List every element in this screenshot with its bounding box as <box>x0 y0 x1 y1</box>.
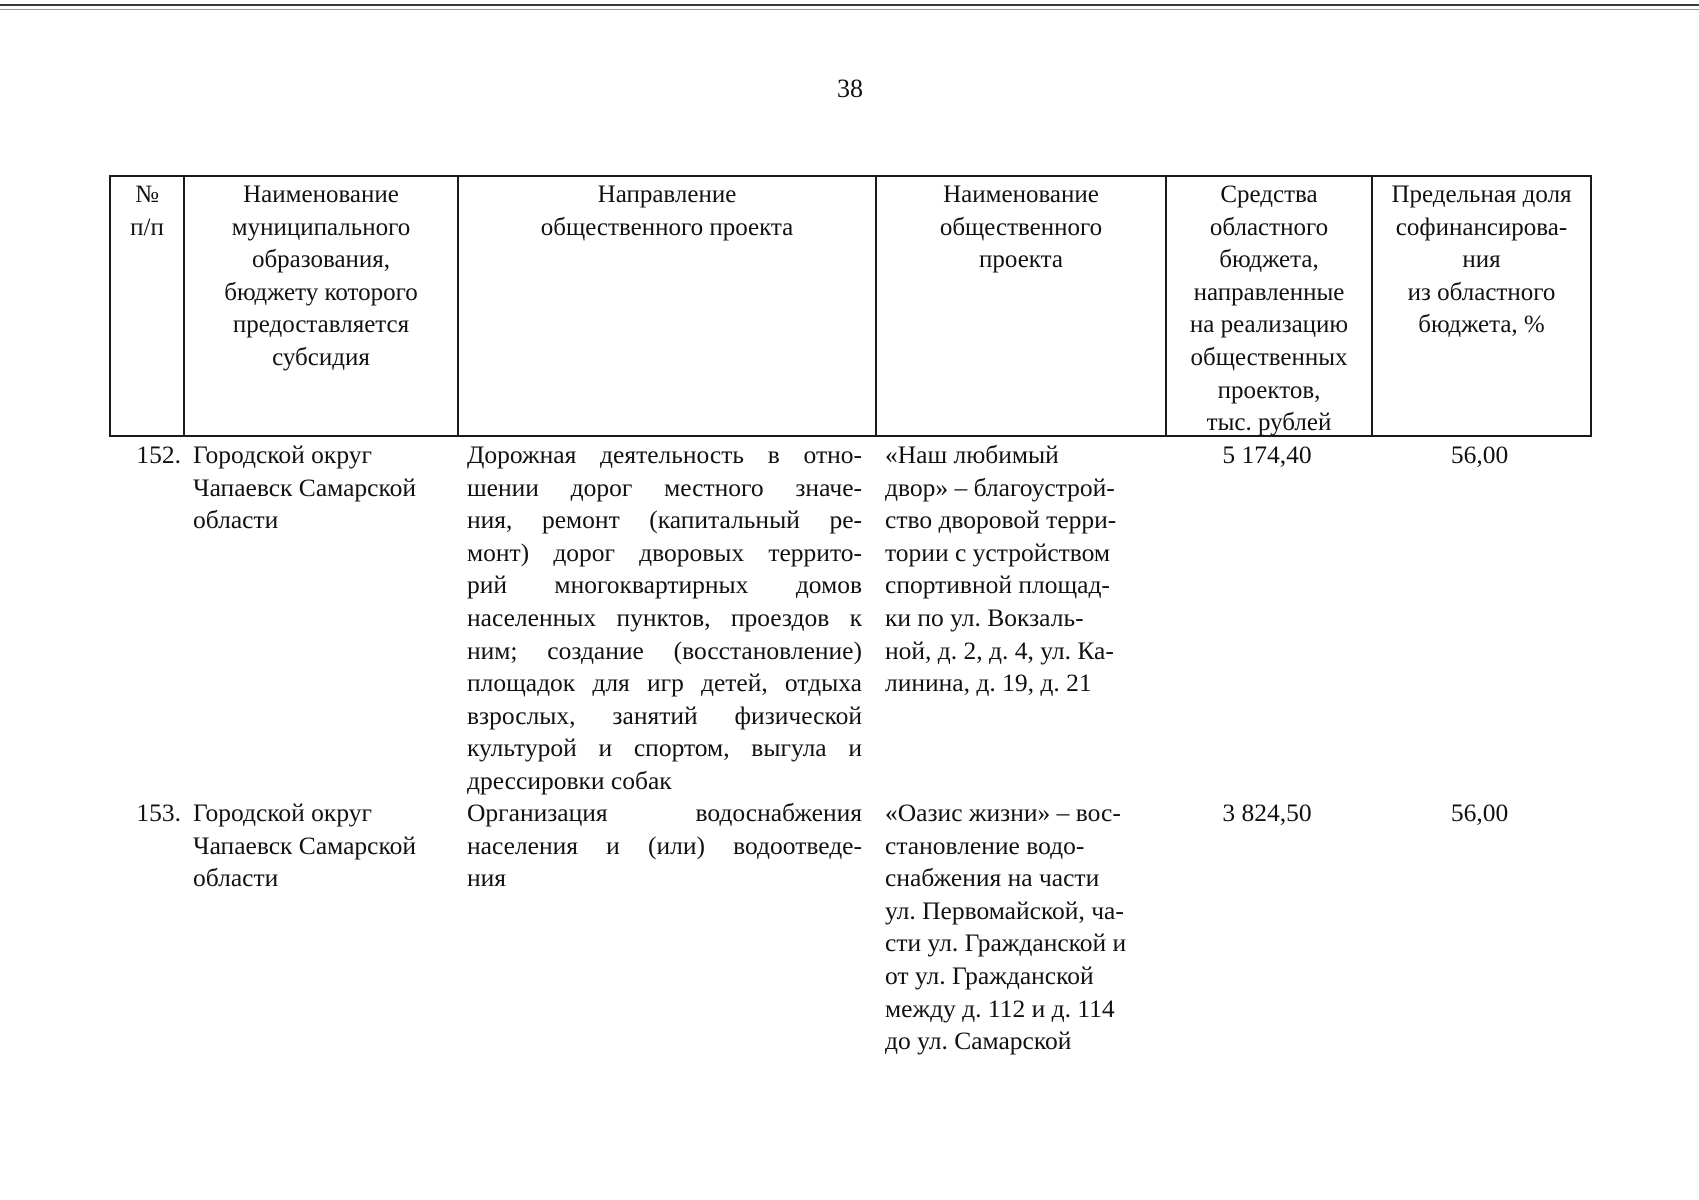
header-cell-share: Предельная доля софинансирова- ния из областного бюджета, % <box>1391 181 1572 339</box>
direction-line: шении дорог местного значе- <box>467 472 862 502</box>
row-direction <box>467 797 862 895</box>
direction-line: ния <box>467 863 507 893</box>
top-border-line-secondary <box>0 9 1699 10</box>
direction-line: населения и (или) водоотведе- <box>467 830 862 860</box>
direction-line: ния, ремонт (капитальный ре- <box>467 505 862 535</box>
direction-line: рий многоквартирных домов <box>467 570 862 600</box>
row-project-name: «Оазис жизни» – вос- становление водо- снабжения на части ул. Первомайской, ча- сти ул. Гражданской и от ул. Гражданской между д. 112 и д. 114 до ул. Самарской <box>885 798 1127 1056</box>
direction-line: площадок для игр детей, отдыха <box>467 668 862 698</box>
page-number: 38 <box>837 74 863 103</box>
direction-line: Организация водоснабжения <box>467 798 862 827</box>
row-number: 153. <box>136 798 181 827</box>
header-cell-project-name: Наименование общественного проекта <box>939 181 1103 274</box>
direction-line: культурой и спортом, выгула и <box>467 733 862 763</box>
header-cell-funds: Средства областного бюджета, направленные на реализацию общественных проектов, тыс. рублей <box>1189 181 1349 437</box>
row-direction <box>467 439 862 798</box>
top-border-line <box>0 4 1699 6</box>
header-cell-number: № п/п <box>130 181 164 241</box>
direction-line: ним; создание (восстановление) <box>467 635 862 665</box>
table-header <box>109 175 1592 437</box>
row-number: 152. <box>136 440 181 469</box>
row-share: 56,00 <box>1450 440 1509 469</box>
row-funds: 3 824,50 <box>1222 798 1312 827</box>
row-municipality: Городской округ Чапаевск Самарской области <box>193 798 416 893</box>
direction-line: дрессировки собак <box>467 765 672 795</box>
row-funds: 5 174,40 <box>1222 440 1312 469</box>
row-project-name: «Наш любимый двор» – благоустрой- ство дворовой терри- тории с устройством спортивной площад- ки по ул. Вокзаль- ной, д. 2, д. 4, ул. Ка- линина, д. 19, д. 21 <box>885 440 1117 698</box>
direction-line: монт) дорог дворовых террито- <box>467 537 862 567</box>
direction-line: населенных пунктов, проездов к <box>467 602 862 632</box>
header-cell-municipality: Наименование муниципального образования, бюджету которого предоставляется субсидия <box>224 181 418 371</box>
row-share: 56,00 <box>1450 798 1509 827</box>
row-municipality: Городской округ Чапаевск Самарской области <box>193 440 416 535</box>
header-cell-direction: Направление общественного проекта <box>540 181 794 241</box>
direction-line: Дорожная деятельность в отно- <box>467 440 862 469</box>
direction-line: взрослых, занятий физической <box>467 700 862 730</box>
